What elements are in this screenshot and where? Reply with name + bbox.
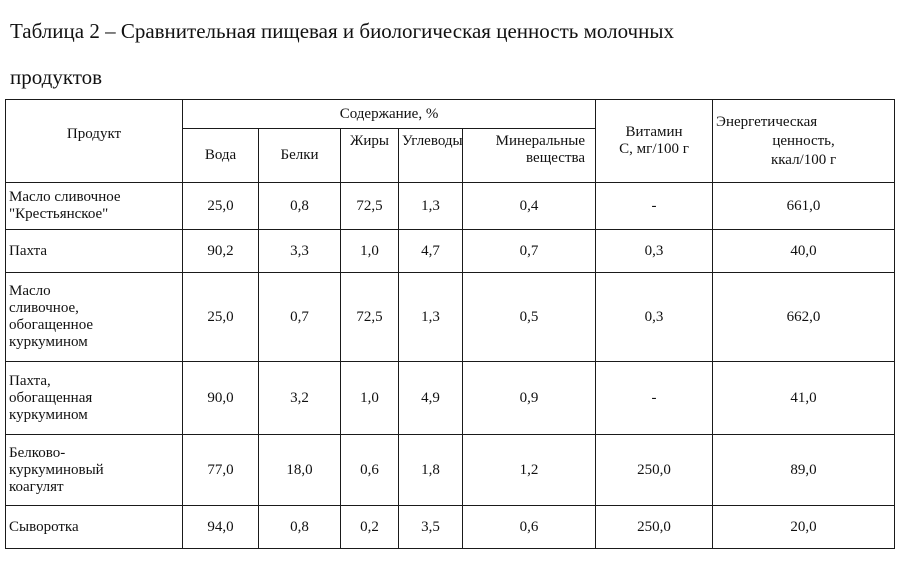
- cell-protein: 0,7: [259, 273, 341, 362]
- cell-energy: 662,0: [713, 273, 895, 362]
- cell-energy: 41,0: [713, 362, 895, 435]
- cell-water: 25,0: [183, 273, 259, 362]
- caption-line-2: продуктов: [10, 65, 103, 89]
- cell-protein: 0,8: [259, 183, 341, 230]
- header-vitamin-line-1: Витамин: [625, 124, 683, 140]
- cell-minerals: 1,2: [463, 435, 596, 506]
- table-row: [6, 506, 895, 549]
- header-carbs: Углеводы: [399, 129, 463, 183]
- cell-carbs: 1,8: [399, 435, 463, 506]
- cell-minerals: 0,7: [463, 230, 596, 273]
- cell-minerals: 0,4: [463, 183, 596, 230]
- cell-water: 25,0: [183, 183, 259, 230]
- header-minerals: [463, 129, 596, 183]
- table-caption: [10, 8, 890, 100]
- header-fat: Жиры: [341, 129, 399, 183]
- cell-energy: 661,0: [713, 183, 895, 230]
- cell-protein: 0,8: [259, 506, 341, 549]
- cell-carbs: 1,3: [399, 273, 463, 362]
- table-row: [6, 183, 895, 230]
- cell-fat: 1,0: [341, 362, 399, 435]
- cell-carbs: 4,9: [399, 362, 463, 435]
- header-energy-line-1: Энергетическая: [716, 113, 818, 130]
- product-name: Масло сливочное, обогащенное куркумином: [6, 273, 183, 362]
- cell-minerals: 0,6: [463, 506, 596, 549]
- cell-vitamin-c: -: [596, 362, 713, 435]
- header-minerals-line-2: вещества: [526, 150, 586, 166]
- table-row: [6, 273, 895, 362]
- cell-minerals: 0,5: [463, 273, 596, 362]
- product-name: Пахта: [6, 230, 183, 273]
- caption-line-1: Таблица 2 – Сравнительная пищевая и биологическая ценность молочных: [10, 19, 674, 43]
- header-energy-line-2: ценность,: [772, 132, 835, 149]
- cell-water: 77,0: [183, 435, 259, 506]
- product-name: Масло сливочное "Крестьянское": [6, 183, 183, 230]
- cell-carbs: 1,3: [399, 183, 463, 230]
- cell-fat: 72,5: [341, 183, 399, 230]
- header-row-1: [6, 100, 895, 129]
- cell-vitamin-c: 250,0: [596, 506, 713, 549]
- cell-protein: 3,2: [259, 362, 341, 435]
- product-name: Белково- куркуминовый коагулят: [6, 435, 183, 506]
- cell-water: 90,2: [183, 230, 259, 273]
- product-name: Сыворотка: [6, 506, 183, 549]
- table-row: [6, 435, 895, 506]
- header-minerals-line-1: Минеральные: [495, 133, 586, 149]
- nutrition-table: [5, 99, 895, 549]
- header-content-group: Содержание, %: [183, 100, 596, 129]
- cell-carbs: 4,7: [399, 230, 463, 273]
- cell-carbs: 3,5: [399, 506, 463, 549]
- cell-fat: 0,6: [341, 435, 399, 506]
- header-energy-line-3: ккал/100 г: [770, 151, 837, 168]
- cell-vitamin-c: 250,0: [596, 435, 713, 506]
- cell-vitamin-c: -: [596, 183, 713, 230]
- table-row: [6, 362, 895, 435]
- header-protein: Белки: [259, 129, 341, 183]
- header-energy: [713, 100, 895, 183]
- cell-energy: 20,0: [713, 506, 895, 549]
- cell-vitamin-c: 0,3: [596, 273, 713, 362]
- cell-minerals: 0,9: [463, 362, 596, 435]
- cell-fat: 0,2: [341, 506, 399, 549]
- cell-fat: 72,5: [341, 273, 399, 362]
- cell-protein: 3,3: [259, 230, 341, 273]
- table-row: [6, 230, 895, 273]
- cell-protein: 18,0: [259, 435, 341, 506]
- cell-fat: 1,0: [341, 230, 399, 273]
- cell-energy: 40,0: [713, 230, 895, 273]
- header-product: Продукт: [6, 100, 183, 183]
- product-name: Пахта, обогащенная куркумином: [6, 362, 183, 435]
- header-vitamin-c: [596, 100, 713, 183]
- header-vitamin-line-2: С, мг/100 г: [619, 141, 689, 157]
- cell-vitamin-c: 0,3: [596, 230, 713, 273]
- cell-energy: 89,0: [713, 435, 895, 506]
- cell-water: 94,0: [183, 506, 259, 549]
- cell-water: 90,0: [183, 362, 259, 435]
- header-water: Вода: [183, 129, 259, 183]
